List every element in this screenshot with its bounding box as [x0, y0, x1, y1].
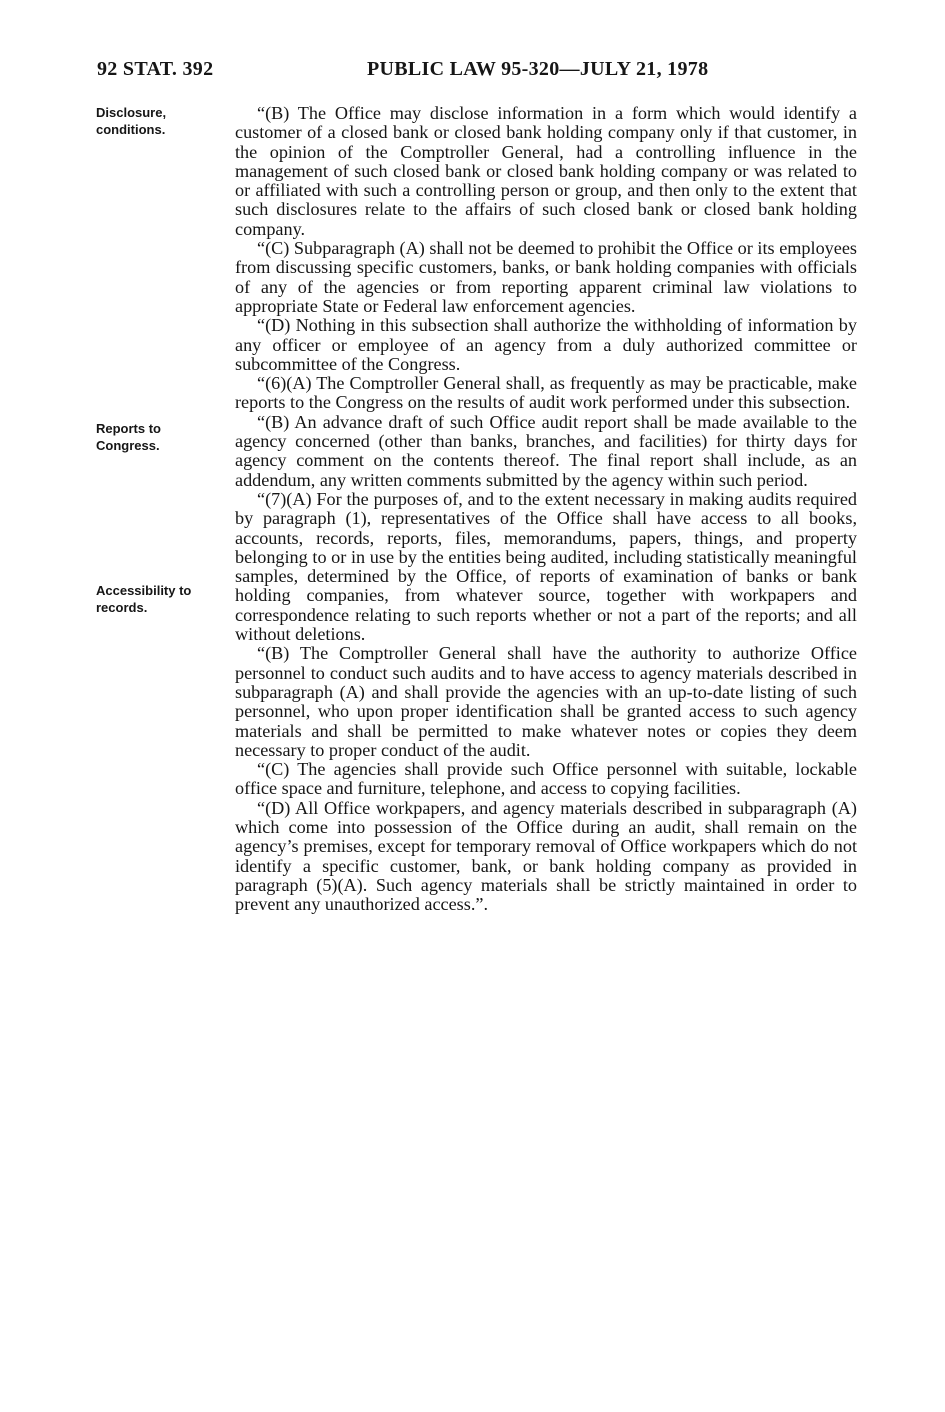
paragraph-7b: “(B) The Comptroller General shall have the authority to authorize Office personnel to conduct such audits and to have access to agency materials described in subparagraph (A) and shall provide the agencies with an up-to-date listing of such personnel, who upon proper identification shall be granted access to such agency materials and shall be permitted to make whatever notes or copies they deem necessary to proper conduct of the audit. — [235, 643, 857, 760]
paragraph-6a: “(6)(A) The Comptroller General shall, as frequently as may be practicable, make reports to the Congress on the results of audit work performed under this subsection. — [235, 373, 857, 413]
paragraph-7d: “(D) All Office workpapers, and agency materials described in subparagraph (A) which come into possession of the Office during an audit, shall remain on the agency’s premises, except for temporary removal of Office workpapers which do not identify a specific customer, bank, or bank holding company as provided in paragraph (5)(A). Such agency materials shall be strictly maintained in order to prevent any unauthorized access.”. — [235, 797, 857, 915]
statute-body — [235, 104, 857, 914]
margin-note-reports-to-congress: Reports to Congress. — [96, 421, 161, 453]
paragraph-6b: “(B) An advance draft of such Office audit report shall be made available to the agency concerned (other than banks, branches, and facilities) for thirty days for agency comment on the contents thereof. The final report shall include, as an addendum, any written comments submitted by the agency within such period. — [235, 411, 857, 490]
margin-note-disclosure-conditions: Disclosure, conditions. — [96, 105, 167, 137]
paragraph-5c: “(C) Subparagraph (A) shall not be deemed to prohibit the Office or its employees from discussing specific customers, banks, or bank holding companies with officials of any of the agencies or from reporting apparent criminal law violations to appropriate State or Federal law enforcement agencies. — [235, 238, 857, 316]
margin-note-accessibility-to-records: Accessibility to records. — [96, 583, 192, 615]
paragraph-7a: “(7)(A) For the purposes of, and to the extent necessary in making audits required by paragraph (1), representatives of the Office shall have access to all books, accounts, records, reports, files, memorandums, papers, things, and property belonging to or in use by the entities being audited, including statistically meaningful samples, determined by the Office, of reports of examination of banks or bank holding companies, from whatever source, together with workpapers and correspondence relating to such reports whether or not a part of the reports; and all without deletions. — [235, 488, 857, 645]
public-law-title: PUBLIC LAW 95-320—JULY 21, 1978 — [367, 58, 709, 80]
paragraph-7c: “(C) The agencies shall provide such Office personnel with suitable, lockable office space and furniture, telephone, and access to copying facilities. — [235, 759, 857, 799]
paragraph-5b: “(B) The Office may disclose information in a form which would identify a customer of a closed bank or closed bank holding company only if that customer, in the opinion of the Comptroller General, had a controlling influence in the management of such closed bank or closed bank holding company or was related to or affiliated with such a controlling person or group, and then only to the extent that such disclosures relate to the affairs of such closed bank or closed bank holding company. — [235, 103, 857, 239]
paragraph-5d: “(D) Nothing in this subsection shall authorize the withholding of information by any officer or employee of an agency from a duly authorized committee or subcommittee of the Congress. — [235, 315, 857, 374]
page-header — [97, 58, 857, 88]
stat-page-number: 92 STAT. 392 — [97, 58, 214, 80]
